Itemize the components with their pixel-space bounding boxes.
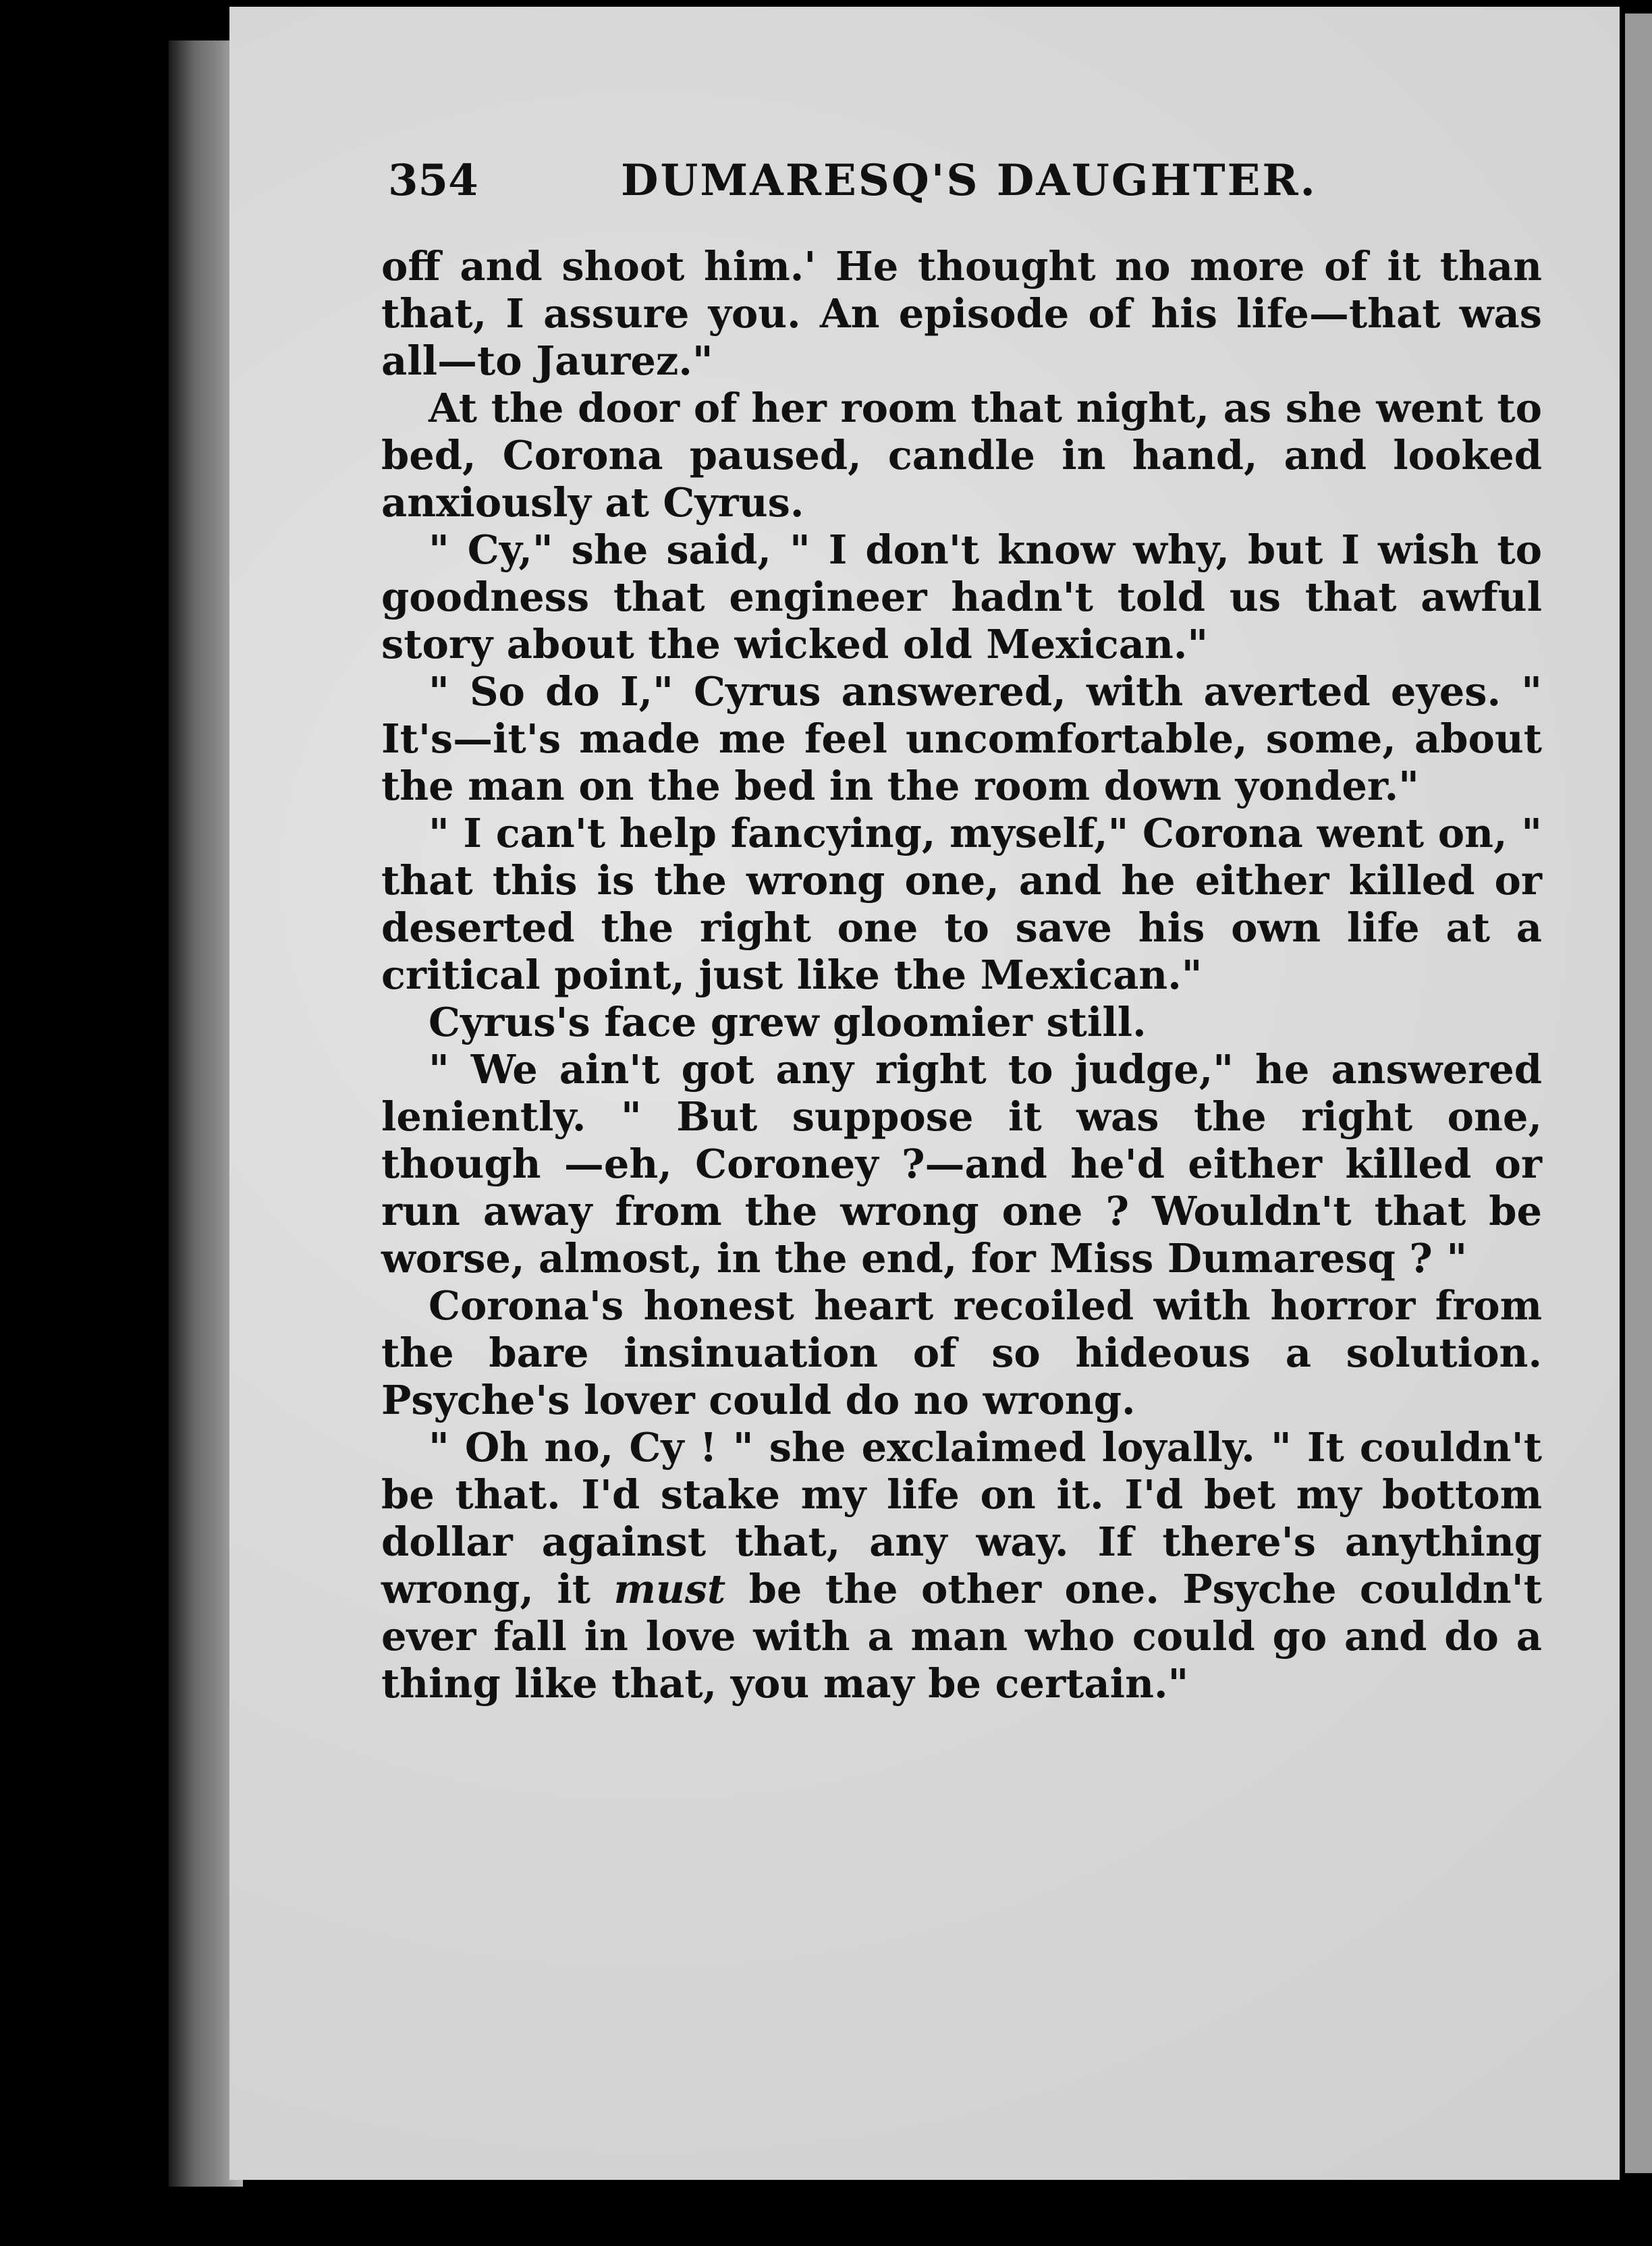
page-number: 354 (388, 155, 478, 206)
running-head (388, 155, 1576, 236)
facing-page-edge (1625, 13, 1652, 2173)
paragraph-text: " Oh no, Cy ! " she exclaimed loyally. " It couldn't be that. I'd stake my life on it. I'd bet my bottom dollar against that, any way. If there's anything wrong, it (381, 1424, 1542, 1612)
paragraph: " We ain't got any right to judge," he answered leniently. " But suppose it was the right one, though —eh, Coroney ?—and he'd either killed or run away from the wrong one ? Wouldn't that be worse, almost, in the end, for Miss Dumaresq ? " (381, 1046, 1542, 1282)
paragraph: At the door of her room that night, as she went to bed, Corona paused, candle in hand, and looked anxiously at Cyrus. (381, 385, 1542, 526)
running-title: DUMARESQ'S DAUGHTER. (621, 155, 1317, 206)
emphasized-word: must (613, 1566, 726, 1612)
paragraph: off and shoot him.' He thought no more of it than that, I assure you. An episode of his life—that was all—to Jaurez." (381, 243, 1542, 384)
paragraph: Corona's honest heart recoiled with horror from the bare insinuation of so hideous a solution. Psyche's lover could do no wrong. (381, 1282, 1542, 1423)
paragraph: " Cy," she said, " I don't know why, but I wish to goodness that engineer hadn't told us that awful story about the wicked old Mexican." (381, 526, 1542, 667)
paragraph: Cyrus's face grew gloomier still. (429, 999, 1147, 1045)
body-text (381, 243, 1542, 1707)
paragraph: " So do I," Cyrus answered, with averted eyes. " It's—it's made me feel uncomfortable, some, about the man on the bed in the room down yonder." (381, 668, 1542, 809)
paragraph: " I can't help fancying, myself," Corona went on, " that this is the wrong one, and he either killed or deserted the right one to save his own life at a critical point, just like the Mexican." (381, 810, 1542, 998)
paragraph-last (381, 1424, 1542, 1707)
paragraph-text: be the other one. Psyche couldn't ever fall in love with a man who could go and do a thing like that, you may be certain." (381, 1566, 1542, 1707)
